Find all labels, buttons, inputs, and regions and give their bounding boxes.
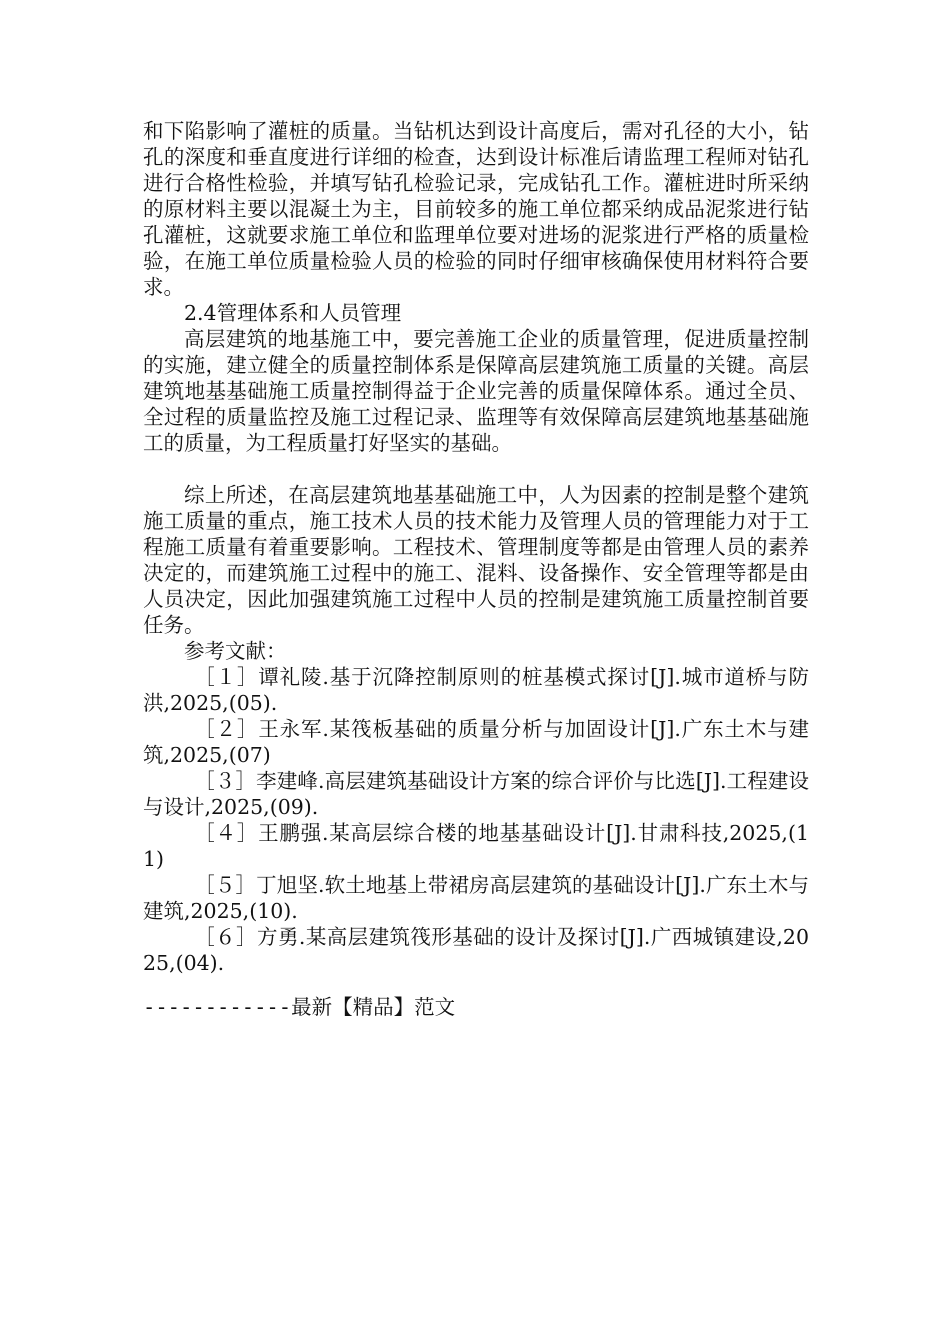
document-body xyxy=(143,118,809,976)
reference-item: ［３］李建峰.高层建筑基础设计方案的综合评价与比选[J].工程建设与设计,2025,(09). xyxy=(143,769,809,819)
paragraph-conclusion: 综上所述，在高层建筑地基基础施工中，人为因素的控制是整个建筑施工质量的重点，施工技术人员的技术能力及管理人员的管理能力对于工程施工质量有着重要影响。工程技术、管理制度等都是由管理人员的素养决定的，而建筑施工过程中的施工、混料、设备操作、安全管理等都是由人员决定，因此加强建筑施工过程中人员的控制是建筑施工质量控制首要任务。 xyxy=(143,483,809,637)
reference-item: ［１］谭礼陵.基于沉降控制原则的桩基模式探讨[J].城市道桥与防洪,2025,(05). xyxy=(143,665,809,715)
references-title: 参考文献： xyxy=(184,639,287,663)
reference-item: ［５］丁旭坚.软土地基上带裙房高层建筑的基础设计[J].广东土木与建筑,2025,(10). xyxy=(143,873,809,923)
paragraph-management: 高层建筑的地基施工中，要完善施工企业的质量管理，促进质量控制的实施，建立健全的质量控制体系是保障高层建筑施工质量的关键。高层建筑地基基础施工质量控制得益于企业完善的质量保障体系。通过全员、全过程的质量监控及施工过程记录、监理等有效保障高层建筑地基基础施工的质量，为工程质量打好坚实的基础。 xyxy=(143,327,809,455)
section-heading: 2.4管理体系和人员管理 xyxy=(184,301,402,325)
paragraph-spacer xyxy=(143,456,809,482)
reference-item: ［４］王鹏强.某高层综合楼的地基基础设计[J].甘肃科技,2025,(11) xyxy=(143,821,809,871)
footer-banner: ------------最新【精品】范文 xyxy=(143,995,456,1019)
paragraph-drilling: 和下陷影响了灌桩的质量。当钻机达到设计高度后，需对孔径的大小，钻孔的深度和垂直度进行详细的检查，达到设计标准后请监理工程师对钻孔进行合格性检验，并填写钻孔检验记录，完成钻孔工作。灌桩进时所采纳的原材料主要以混凝土为主，目前较多的施工单位都采纳成品泥浆进行钻孔灌桩，这就要求施工单位和监理单位要对进场的泥浆进行严格的质量检验，在施工单位质量检验人员的检验的同时仔细审核确保使用材料符合要求。 xyxy=(143,119,809,299)
reference-item: ［６］方勇.某高层建筑筏形基础的设计及探讨[J].广西城镇建设,2025,(04). xyxy=(143,925,809,975)
reference-item: ［２］王永军.某筏板基础的质量分析与加固设计[J].广东土木与建筑,2025,(07) xyxy=(143,717,809,767)
